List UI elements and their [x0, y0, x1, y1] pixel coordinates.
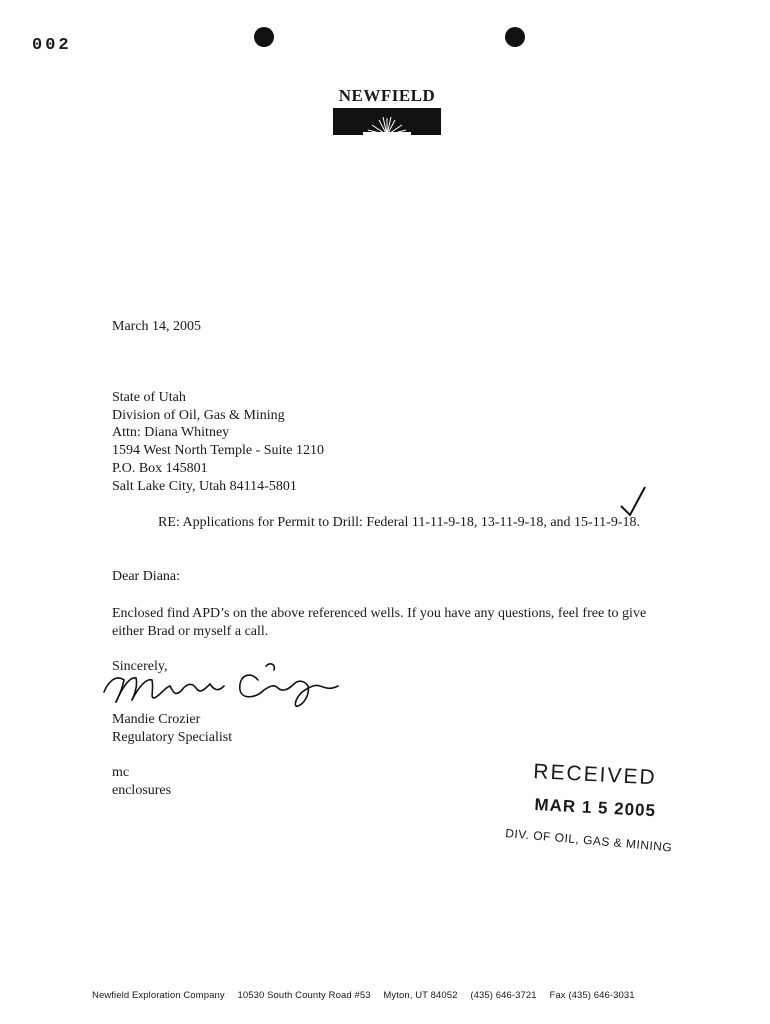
- closing: Sincerely,: [112, 659, 168, 674]
- footer-city: Myton, UT 84052: [383, 990, 458, 1001]
- page-number: 002: [32, 36, 72, 55]
- sunburst-icon: [333, 108, 441, 135]
- handwritten-signature: [98, 660, 348, 710]
- address-line: Salt Lake City, Utah 84114-5801: [112, 478, 297, 494]
- punch-hole: [254, 27, 274, 47]
- signer-block: [112, 711, 232, 746]
- enclosures-note: enclosures: [112, 782, 172, 798]
- received-stamp: RECEIVED: [532, 760, 658, 790]
- signer-name: Mandie Crozier: [112, 712, 201, 727]
- salutation: Dear Diana:: [112, 569, 181, 584]
- received-stamp-date: MAR 1 5 2005: [534, 795, 657, 821]
- address-line: P.O. Box 145801: [112, 460, 208, 476]
- typist-initials: mc: [112, 765, 130, 780]
- received-stamp-division: DIV. OF OIL, GAS & MINING: [504, 826, 673, 855]
- footer-phone: (435) 646-3721: [470, 990, 537, 1001]
- footer-company: Newfield Exploration Company: [92, 990, 225, 1001]
- address-line: Division of Oil, Gas & Mining: [112, 407, 285, 423]
- letter-date: March 14, 2005: [112, 319, 202, 334]
- letterhead-footer: [92, 990, 645, 1001]
- company-logo-text: NEWFIELD: [338, 86, 436, 105]
- address-line: Attn: Diana Whitney: [112, 425, 230, 441]
- company-logo-sunburst: [333, 108, 441, 135]
- punch-hole: [505, 27, 525, 47]
- signer-title: Regulatory Specialist: [112, 729, 233, 745]
- recipient-address: [112, 389, 324, 495]
- address-line: 1594 West North Temple - Suite 1210: [112, 443, 325, 459]
- body-paragraph: Enclosed find APD’s on the above referenced wells. If you have any questions, feel free to give either Brad or myself a call.: [112, 606, 647, 639]
- footer-fax: Fax (435) 646-3031: [549, 990, 635, 1001]
- footer-address: 10530 South County Road #53: [237, 990, 371, 1001]
- subject-line: RE: Applications for Permit to Drill: Federal 11-11-9-18, 13-11-9-18, and 15-11-9-18.: [158, 515, 641, 530]
- address-line: State of Utah: [112, 390, 186, 405]
- initials-block: [112, 764, 171, 799]
